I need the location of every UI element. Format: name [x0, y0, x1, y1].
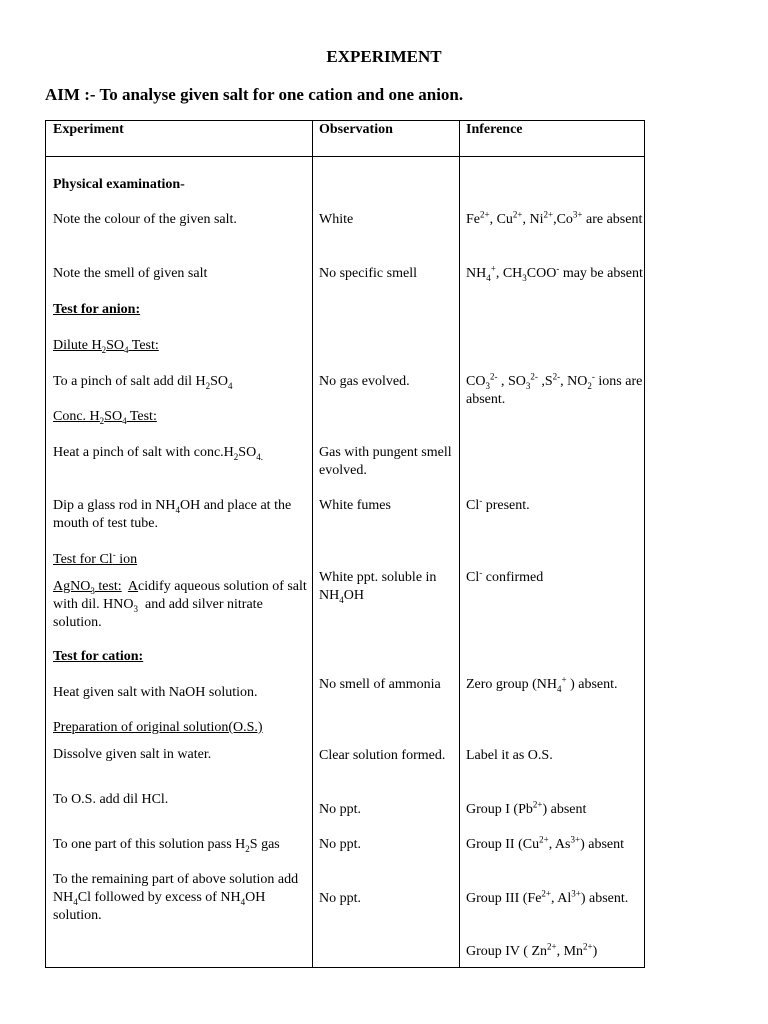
naoh-observation: No smell of ammonia [319, 677, 441, 692]
conc-experiment: Heat a pinch of salt with $conc.H_2SO_{4.}$ [53, 445, 263, 462]
colour-observation: White [319, 212, 354, 227]
nh4cl-inference: Group III ($Fe^{2+}$, $Al^{3+}$) absent. [466, 888, 629, 906]
group4-inference: Group IV ( $Zn^{2+}$, $Mn^{2+}$) [466, 941, 598, 959]
smell-experiment: Note the smell of given salt [53, 266, 208, 281]
document-title: EXPERIMENT [326, 47, 442, 66]
agno3-inference: Cl- confirmed [466, 567, 544, 585]
agno3-observation: White ppt. soluble in $NH_4OH$ [319, 570, 437, 605]
column-divider [459, 121, 460, 967]
colour-inference: $Fe^{2+}$, $Cu^{2+}$, $Ni^{2+},Co^{3+}$ are absent [466, 209, 643, 227]
anion-heading: Test for anion: [53, 302, 141, 317]
h2s-inference: Group II ($Cu^{2+}$, $As^{3+}$) absent [466, 834, 624, 852]
h2s-experiment: To one part of this solution pass $H_2S$ gas [53, 837, 280, 854]
dissolve-experiment: Dissolve given salt in water. [53, 747, 212, 762]
header-divider [46, 156, 644, 157]
column-divider [312, 121, 313, 967]
column-header-observation: Observation [319, 122, 393, 137]
aim-statement: AIM :- To analyse given salt for one cation and one anion. [45, 85, 464, 104]
column-header-inference: Inference [466, 122, 523, 137]
os-heading: Preparation of original solution(O.S.) [53, 720, 263, 735]
experiment-table [45, 120, 645, 968]
agno3-experiment: AgNO$_3$ test: Acidify aqueous solution of salt with dil. $HNO_3$ and add silver nitrate solution. [53, 579, 307, 630]
conc-test-heading: Conc. $H_2SO_4$ Test: [53, 409, 157, 426]
rod-experiment: Dip a glass rod in $NH_4OH$ and place at the mouth of test tube. [53, 498, 292, 531]
hcl-observation: No ppt. [319, 802, 361, 817]
dilute-test-heading: Dilute $H_2SO_4$ Test: [53, 338, 159, 355]
cation-heading: Test for cation: [53, 649, 144, 664]
dilute-observation: No gas evolved. [319, 374, 410, 389]
dissolve-inference: Label it as O.S. [466, 748, 553, 763]
rod-observation: White fumes [319, 498, 391, 513]
rod-inference: Cl- present. [466, 495, 530, 513]
smell-inference: $NH_4^+$, $CH_3COO^-$ may be absent [466, 263, 643, 283]
nh4cl-observation: No ppt. [319, 891, 361, 906]
nh4cl-experiment: To the remaining part of above solution add $NH_4Cl$ followed by excess of $NH_4OH$ solution. [53, 872, 299, 923]
colour-experiment: Note the colour of the given salt. [53, 212, 237, 227]
dilute-inference: $CO_3^{2-}$ , $SO_3^{2-}$ $,S^{2-}$, $NO_2^-$ ions are absent. [466, 371, 643, 407]
naoh-experiment: Heat given salt with NaOH solution. [53, 685, 258, 700]
hcl-experiment: To O.S. add dil HCl. [53, 792, 169, 807]
h2s-observation: No ppt. [319, 837, 361, 852]
smell-observation: No specific smell [319, 266, 417, 281]
chloride-test-heading: Test for Cl- ion [53, 549, 138, 567]
dilute-experiment: To a pinch of salt add dil $H_2SO_4$ [53, 374, 233, 391]
physical-exam-heading: Physical examination- [53, 177, 185, 192]
naoh-inference: Zero group ($NH_4^+$ ) absent. [466, 674, 618, 694]
column-header-experiment: Experiment [53, 122, 124, 137]
hcl-inference: Group I $(Pb^{2+})$ absent [466, 799, 587, 817]
dissolve-observation: Clear solution formed. [319, 748, 446, 763]
conc-observation: Gas with pungent smell evolved. [319, 445, 452, 478]
